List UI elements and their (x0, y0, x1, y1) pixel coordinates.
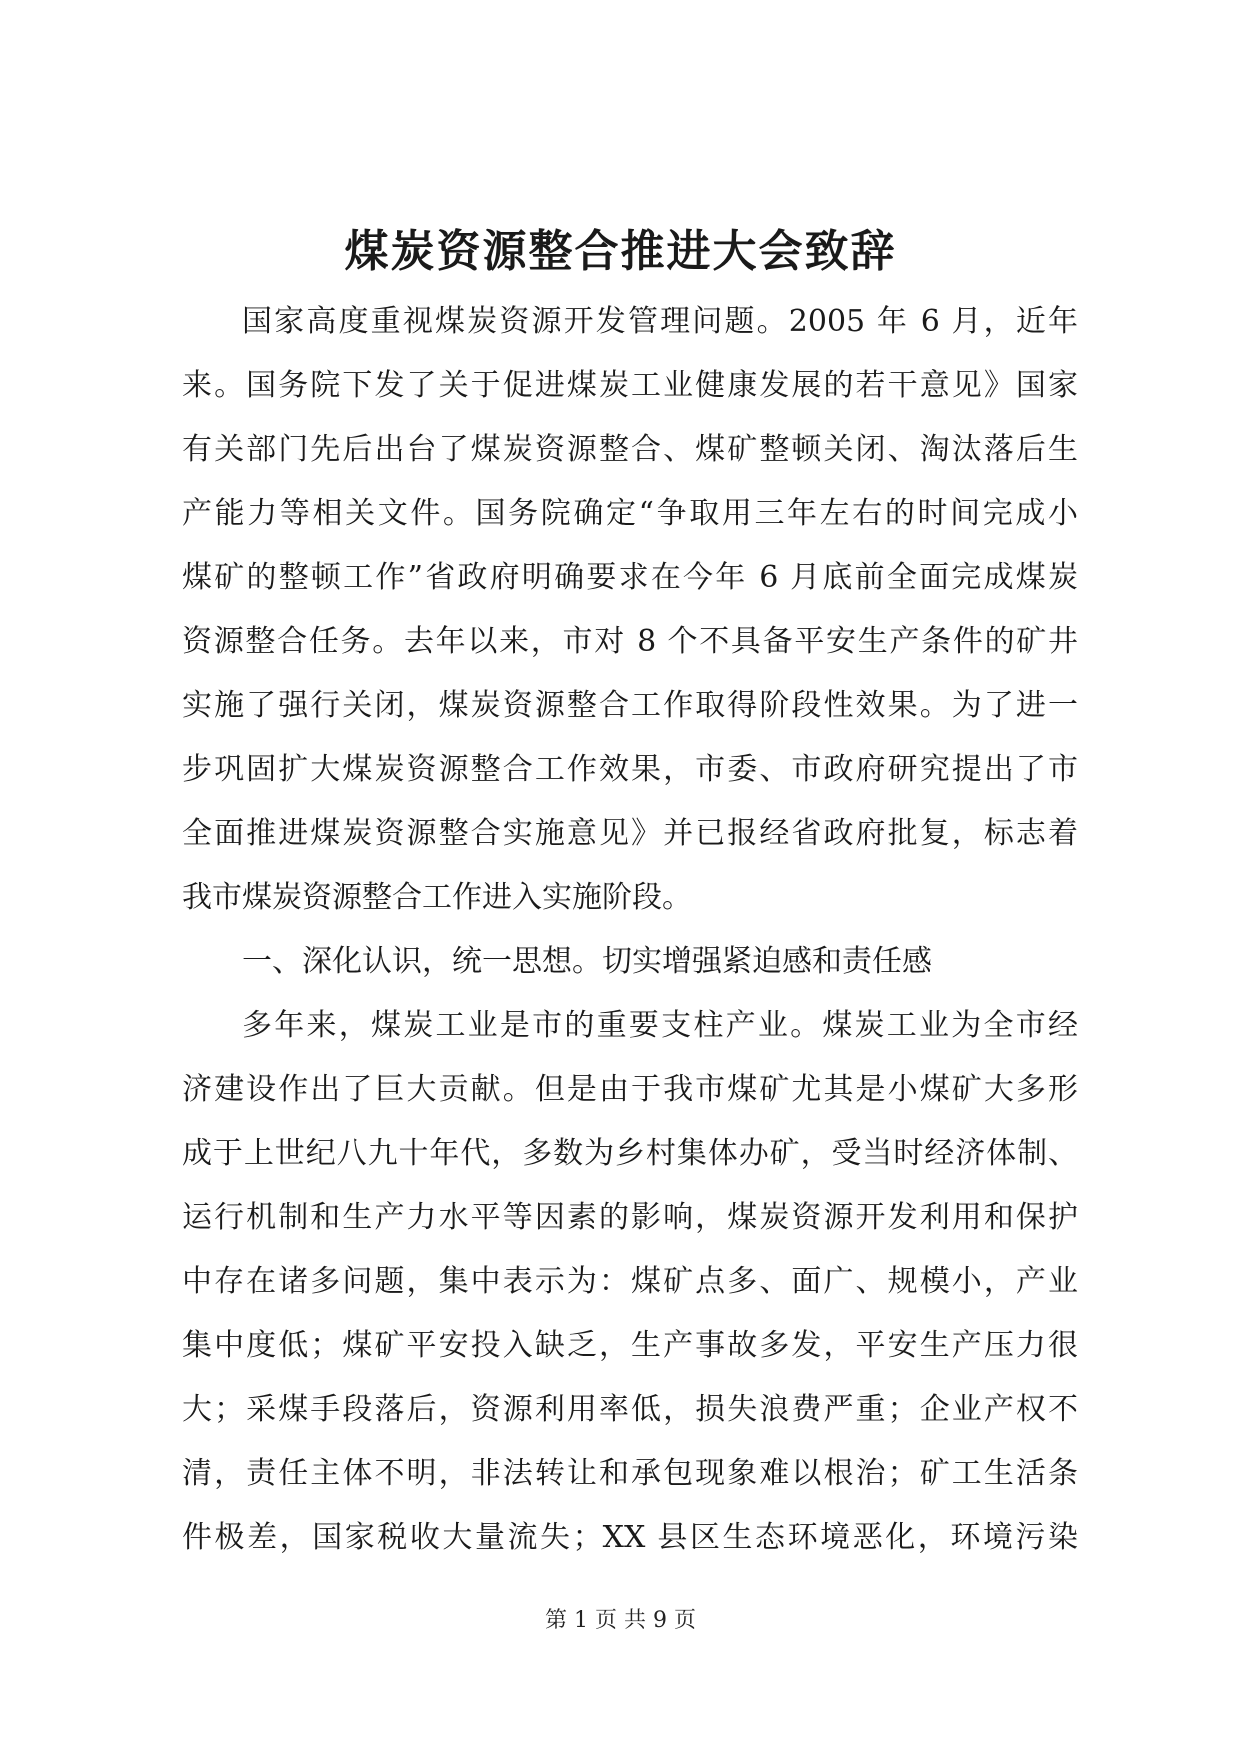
text-line: 件极差，国家税收大量流失；XX 县区生态环境恶化，环境污染 (182, 1520, 1078, 1555)
text-line: 步巩固扩大煤炭资源整合工作效果，市委、市政府研究提出了市 (182, 752, 1078, 787)
paragraph-intro (182, 290, 1078, 930)
text-line: 资源整合任务。去年以来，市对 8 个不具备平安生产条件的矿井 (182, 624, 1078, 659)
text-line: 中存在诸多问题，集中表示为：煤矿点多、面广、规模小，产业 (182, 1264, 1078, 1299)
paragraph-body (182, 994, 1078, 1570)
text-line: 大；采煤手段落后，资源利用率低，损失浪费严重；企业产权不 (182, 1392, 1078, 1427)
text-line: 多年来，煤炭工业是市的重要支柱产业。煤炭工业为全市经 (242, 1008, 1078, 1043)
text-line: 国家高度重视煤炭资源开发管理问题。2005 年 6 月，近年 (242, 304, 1078, 339)
text-line: 实施了强行关闭，煤炭资源整合工作取得阶段性效果。为了进一 (182, 688, 1078, 723)
text-line: 清，责任主体不明，非法转让和承包现象难以根治；矿工生活条 (182, 1456, 1078, 1491)
text-line: 集中度低；煤矿平安投入缺乏，生产事故多发，平安生产压力很 (182, 1328, 1078, 1363)
text-line: 煤矿的整顿工作”省政府明确要求在今年 6 月底前全面完成煤炭 (182, 560, 1078, 595)
text-line: 全面推进煤炭资源整合实施意见》并已报经省政府批复，标志着 (182, 816, 1078, 851)
section-heading (182, 930, 1078, 994)
text-line: 成于上世纪八九十年代，多数为乡村集体办矿，受当时经济体制、 (182, 1136, 1078, 1171)
document-title: 煤炭资源整合推进大会致辞 (344, 226, 897, 277)
text-line: 一、深化认识，统一思想。切实增强紧迫感和责任感 (242, 944, 932, 979)
document-body (182, 290, 1078, 1570)
text-line: 有关部门先后出台了煤炭资源整合、煤矿整顿关闭、淘汰落后生 (182, 432, 1078, 467)
text-line: 来。国务院下发了关于促进煤炭工业健康发展的若干意见》国家 (182, 368, 1078, 403)
text-line: 产能力等相关文件。国务院确定“争取用三年左右的时间完成小 (182, 496, 1078, 531)
text-line: 运行机制和生产力水平等因素的影响，煤炭资源开发利用和保护 (182, 1200, 1078, 1235)
text-line: 我市煤炭资源整合工作进入实施阶段。 (182, 880, 692, 915)
page-number-footer: 第 1 页 共 9 页 (545, 1608, 696, 1633)
text-line: 济建设作出了巨大贡献。但是由于我市煤矿尤其是小煤矿大多形 (182, 1072, 1078, 1107)
